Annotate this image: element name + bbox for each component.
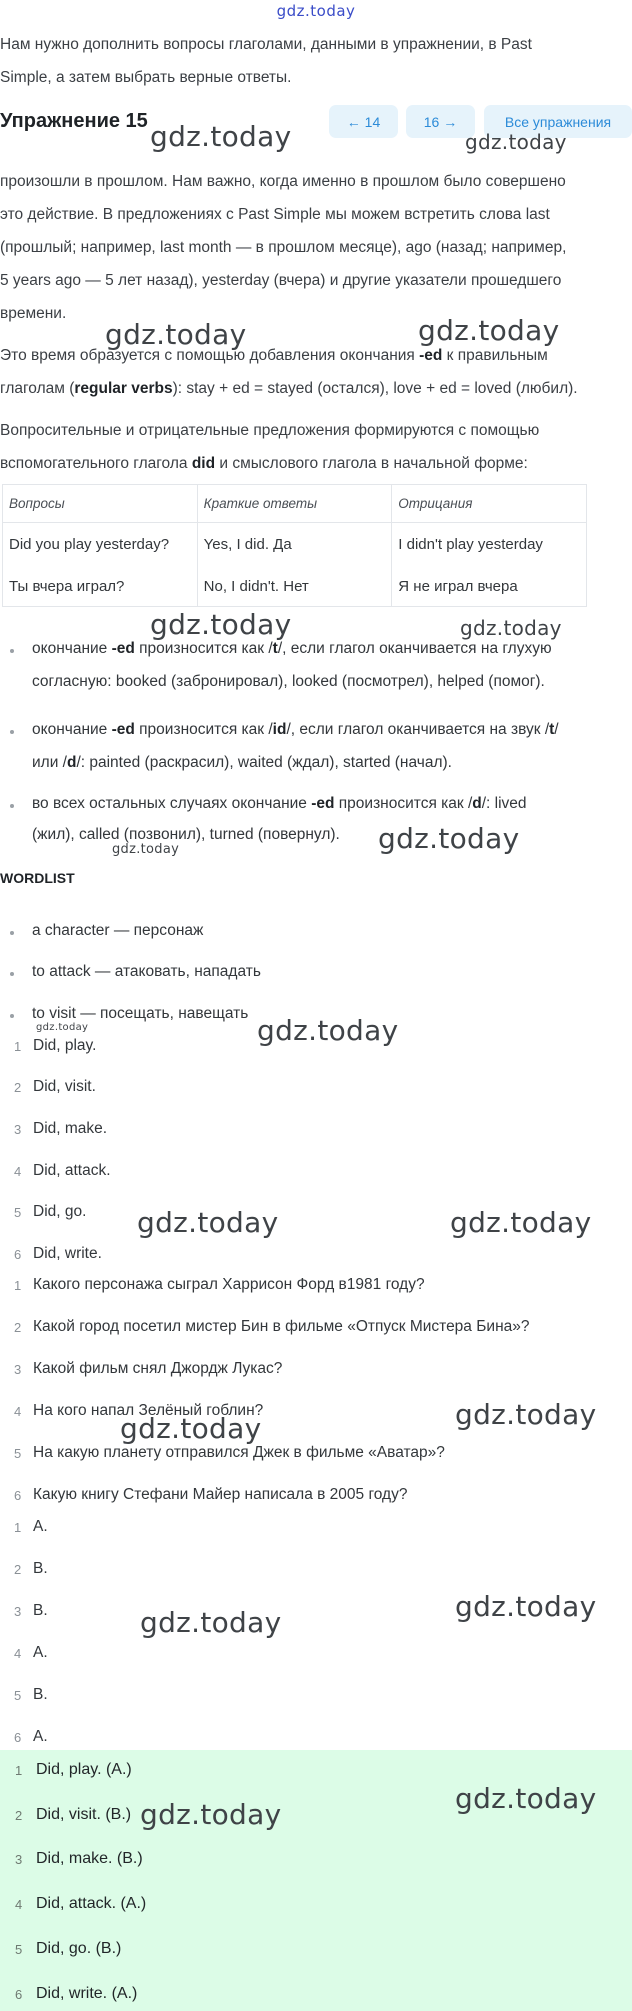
- list-item: 3 B.: [14, 1602, 48, 1619]
- next-exercise-button[interactable]: 16 →: [406, 105, 475, 138]
- list-item: 1 A.: [14, 1518, 48, 1535]
- list-item: 1 Какого персонажа сыграл Харрисон Форд в1981 году?: [14, 1276, 425, 1293]
- list-item: 5 На какую планету отправился Джек в фильме «Аватар»?: [14, 1444, 445, 1461]
- table-cell: Ты вчера играл?: [3, 567, 198, 607]
- list-item: 2 Какой город посетил мистер Бин в фильме «Отпуск Мистера Бина»?: [14, 1318, 530, 1335]
- list-item: 6 A.: [14, 1728, 48, 1745]
- list-item: 4 Did, attack.: [14, 1162, 111, 1179]
- watermark: gdz.today: [36, 1022, 89, 1033]
- table-cell: Did you play yesterday?: [3, 523, 198, 567]
- wordlist-item: a character — персонаж: [32, 922, 204, 939]
- pronunciation-bullet-cont: или /d/: painted (раскрасил), waited (ждал), started (начал).: [32, 754, 452, 771]
- pronunciation-bullet: окончание -ed произносится как /id/, если глагол оканчивается на звук /t/: [32, 721, 559, 738]
- list-item: 6 Какую книгу Стефани Майер написала в 2005 году?: [14, 1486, 408, 1503]
- wordlist-title: WORDLIST: [0, 870, 75, 886]
- answer-item: 2 Did, visit. (B.): [15, 1806, 132, 1823]
- table-cell: Я не играл вчера: [392, 567, 587, 607]
- site-logo[interactable]: gdz.today: [276, 2, 356, 20]
- bullet-dot: [10, 804, 14, 808]
- theory-line: 5 years ago — 5 лет назад), yesterday (вчера) и другие указатели прошедшего: [0, 272, 562, 289]
- list-item: 3 Какой фильм снял Джордж Лукас?: [14, 1360, 283, 1377]
- list-item: 4 На кого напал Зелёный гоблин?: [14, 1402, 264, 1419]
- answer-item: 6 Did, write. (A.): [15, 1985, 138, 2002]
- watermark: gdz.today: [140, 1798, 282, 1831]
- list-item: 6 Did, write.: [14, 1245, 102, 1262]
- list-item: 1 Did, play.: [14, 1037, 97, 1054]
- watermark: gdz.today: [150, 120, 292, 153]
- table-cell: Yes, I did. Да: [197, 523, 392, 567]
- table-header: Вопросы: [3, 485, 198, 523]
- table-header: Краткие ответы: [197, 485, 392, 523]
- list-item: 2 Did, visit.: [14, 1078, 96, 1095]
- bullet-dot: [10, 649, 14, 653]
- list-item: 5 B.: [14, 1686, 48, 1703]
- prev-exercise-button[interactable]: ← 14: [329, 105, 398, 138]
- pronunciation-bullet-cont: согласную: booked (забронировал), looked (посмотрел), helped (помог).: [32, 673, 545, 690]
- watermark: gdz.today: [450, 1206, 592, 1239]
- theory-line: произошли в прошлом. Нам важно, когда именно в прошлом было совершено: [0, 173, 566, 190]
- theory-line: глаголам (regular verbs): stay + ed = stayed (остался), love + ed = loved (любил).: [0, 380, 578, 397]
- theory-line: Вопросительные и отрицательные предложения формируются с помощью: [0, 422, 540, 439]
- bullet-dot: [10, 931, 14, 935]
- intro-text: [0, 28, 600, 94]
- watermark: gdz.today: [112, 842, 180, 857]
- answer-item: 4 Did, attack. (A.): [15, 1895, 147, 1912]
- watermark: gdz.today: [137, 1206, 279, 1239]
- table-row: [3, 523, 587, 567]
- theory-line: времени.: [0, 305, 67, 322]
- theory-line: это действие. В предложениях с Past Simple мы можем встретить слова last: [0, 206, 550, 223]
- watermark: gdz.today: [465, 130, 567, 154]
- pronunciation-bullet: окончание -ed произносится как /t/, если глагол оканчивается на глухую: [32, 640, 552, 657]
- list-item: 3 Did, make.: [14, 1120, 108, 1137]
- watermark: gdz.today: [455, 1398, 597, 1431]
- list-item: 4 A.: [14, 1644, 48, 1661]
- bullet-dot: [10, 1014, 14, 1018]
- theory-line: Это время образуется с помощью добавления окончания -ed к правильным: [0, 347, 548, 364]
- watermark: gdz.today: [105, 318, 247, 351]
- list-item: 5 Did, go.: [14, 1203, 87, 1220]
- answer-item: 3 Did, make. (B.): [15, 1850, 143, 1867]
- answer-item: 5 Did, go. (B.): [15, 1940, 122, 1957]
- watermark: gdz.today: [455, 1782, 597, 1815]
- table-row: [3, 567, 587, 607]
- all-exercises-button[interactable]: Все упражнения: [484, 105, 632, 138]
- theory-line: вспомогательного глагола did и смыслового глагола в начальной форме:: [0, 455, 528, 472]
- wordlist-item: to visit — посещать, навещать: [32, 1005, 249, 1022]
- table-header: Отрицания: [392, 485, 587, 523]
- watermark: gdz.today: [378, 822, 520, 855]
- pronunciation-bullet: во всех остальных случаях окончание -ed произносится как /d/: lived: [32, 795, 527, 812]
- watermark: gdz.today: [257, 1014, 399, 1047]
- table-cell: I didn't play yesterday: [392, 523, 587, 567]
- wordlist-item: to attack — атаковать, нападать: [32, 963, 261, 980]
- theory-line: (прошлый; например, last month — в прошлом месяце), ago (назад; например,: [0, 239, 567, 256]
- bullet-dot: [10, 972, 14, 976]
- watermark: gdz.today: [120, 1412, 262, 1445]
- watermark: gdz.today: [418, 314, 560, 347]
- watermark: gdz.today: [460, 616, 562, 640]
- watermark: gdz.today: [455, 1590, 597, 1623]
- answer-item: 1 Did, play. (A.): [15, 1761, 132, 1778]
- intro-line: Нам нужно дополнить вопросы глаголами, данными в упражнении, в Past: [0, 36, 532, 53]
- exercise-title: Упражнение 15: [0, 110, 148, 132]
- watermark: gdz.today: [150, 608, 292, 641]
- pronunciation-bullet-cont: (жил), called (позвонил), turned (повернул).: [32, 826, 340, 843]
- bullet-dot: [10, 730, 14, 734]
- grammar-table: [2, 484, 587, 607]
- intro-line: Simple, а затем выбрать верные ответы.: [0, 69, 292, 86]
- table-cell: No, I didn't. Нет: [197, 567, 392, 607]
- watermark: gdz.today: [140, 1606, 282, 1639]
- list-item: 2 B.: [14, 1560, 48, 1577]
